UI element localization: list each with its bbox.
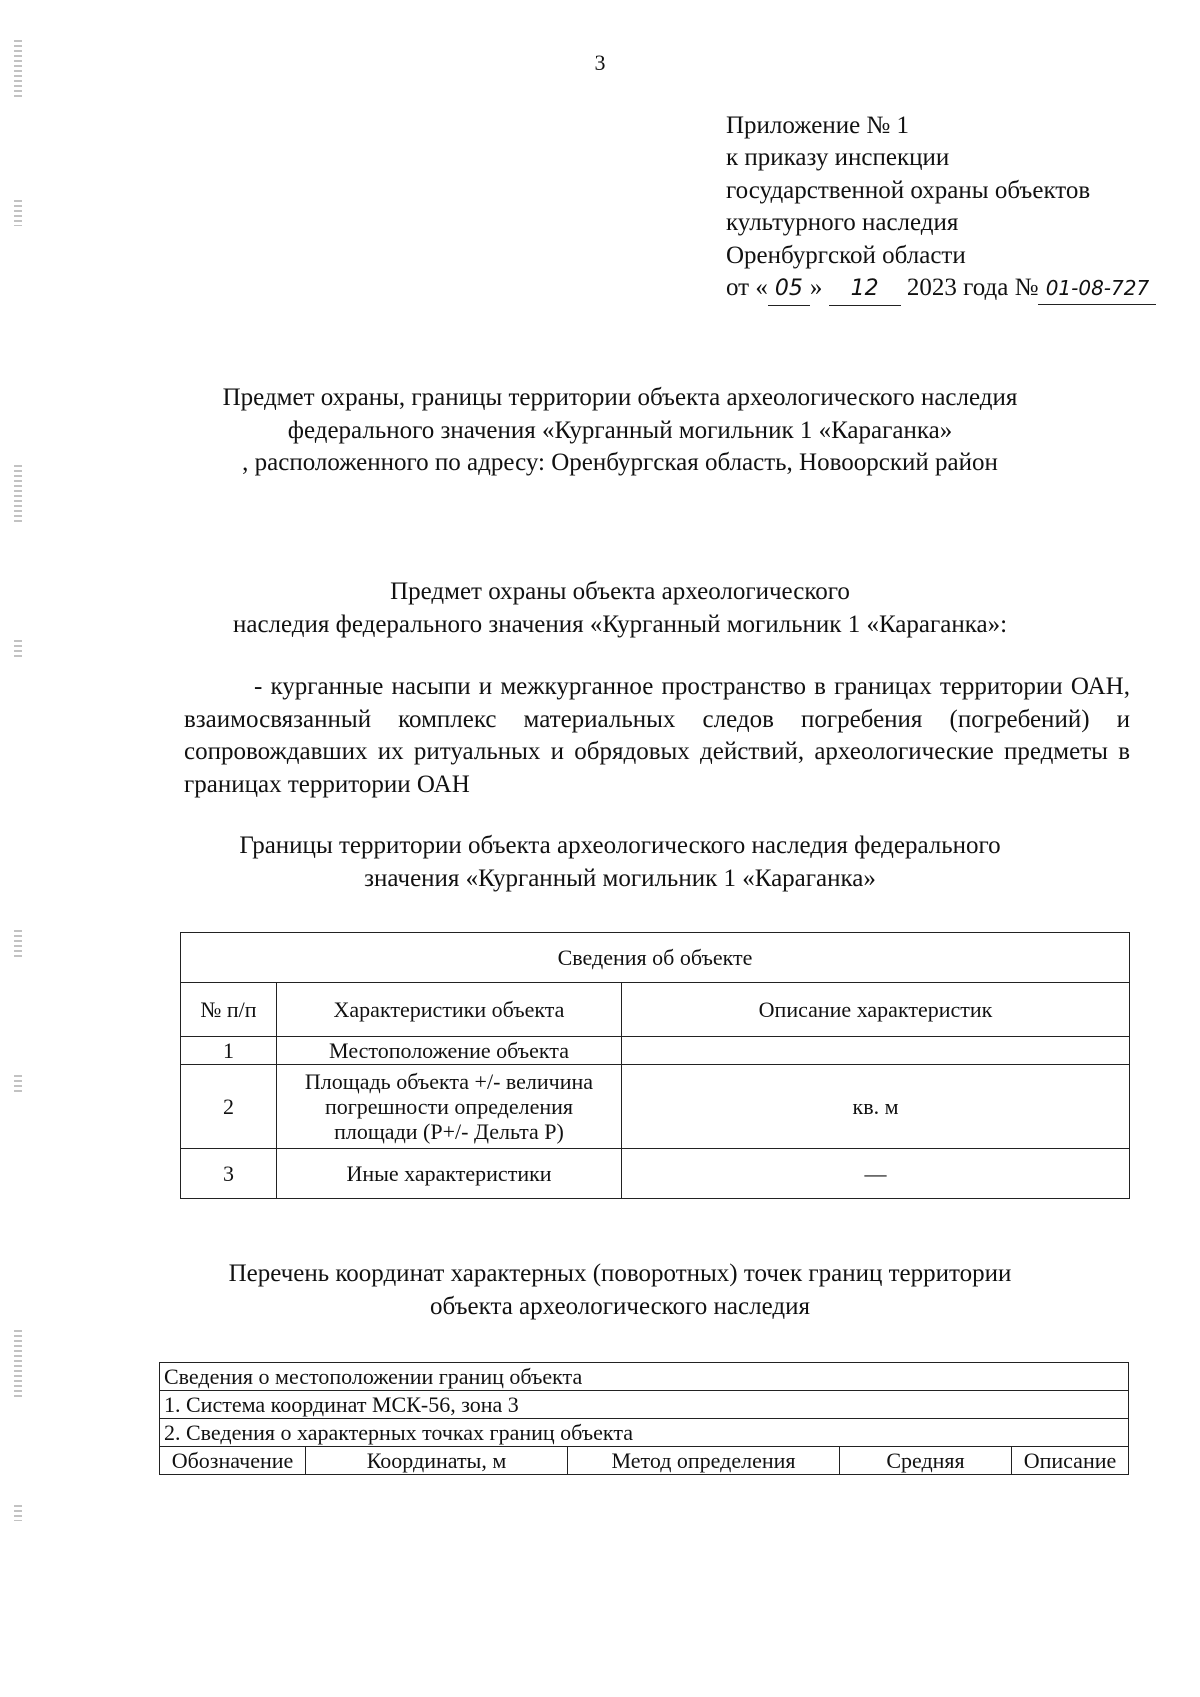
appendix-block bbox=[726, 110, 1156, 306]
column-header: Характеристики объекта bbox=[277, 983, 622, 1037]
title-line: , расположенного по адресу: Оренбургская область, Новоорский район bbox=[242, 449, 998, 476]
row-description: — bbox=[622, 1149, 1130, 1199]
row-number: 3 bbox=[181, 1149, 277, 1199]
title-line: федерального значения «Курганный могильник 1 «Караганка» bbox=[287, 416, 953, 444]
subject-paragraph bbox=[184, 671, 1130, 801]
scan-artifact bbox=[14, 930, 22, 960]
heading-line: Предмет охраны объекта археологического bbox=[390, 578, 850, 605]
column-header: Метод определения bbox=[568, 1447, 840, 1475]
scan-artifact bbox=[14, 640, 22, 660]
heading-line: объекта археологического наследия bbox=[430, 1292, 810, 1320]
heading-line: наследия федерального значения «Курганный могильник 1 «Караганка»: bbox=[232, 610, 1008, 638]
page-number: 3 bbox=[594, 50, 606, 75]
column-header: Описание характеристик bbox=[622, 983, 1130, 1037]
handwritten-month: 12 bbox=[829, 273, 901, 306]
scan-artifact bbox=[14, 1505, 22, 1521]
table-row bbox=[181, 1149, 1130, 1199]
column-header: Описание bbox=[1012, 1447, 1129, 1475]
row-characteristic: Местоположение объекта bbox=[277, 1037, 622, 1065]
row-number: 1 bbox=[181, 1037, 277, 1065]
appendix-date-line bbox=[726, 272, 1156, 306]
title-line: Предмет охраны, границы территории объекта археологического наследия bbox=[222, 384, 1018, 411]
appendix-line: государственной охраны объектов bbox=[726, 176, 1091, 204]
date-mid: » bbox=[809, 274, 823, 302]
heading-line: значения «Курганный могильник 1 «Караганка» bbox=[364, 864, 876, 892]
row-characteristic: Иные характеристики bbox=[277, 1149, 622, 1199]
table-row-points-info: 2. Сведения о характерных точках границ объекта bbox=[160, 1419, 1129, 1447]
subject-heading bbox=[150, 576, 1090, 641]
column-header: Средняя bbox=[840, 1447, 1012, 1475]
scan-artifact bbox=[14, 200, 22, 226]
handwritten-order-number: 01-08-727 bbox=[1038, 272, 1156, 305]
object-info-table bbox=[180, 932, 1130, 1199]
scan-artifact bbox=[14, 1330, 22, 1400]
table-row bbox=[181, 1037, 1130, 1065]
borders-heading bbox=[150, 830, 1090, 895]
heading-line: Перечень координат характерных (поворотных) точек границ территории bbox=[228, 1260, 1012, 1287]
column-header: Координаты, м bbox=[306, 1447, 568, 1475]
column-header: Обозначение bbox=[160, 1447, 306, 1475]
table-row-title: Сведения о местоположении границ объекта bbox=[160, 1363, 1129, 1391]
row-description bbox=[622, 1037, 1130, 1065]
document-title bbox=[150, 382, 1090, 480]
appendix-line: к приказу инспекции bbox=[726, 144, 950, 172]
date-prefix: от « bbox=[726, 274, 768, 302]
table-caption: Сведения об объекте bbox=[181, 933, 1130, 983]
table-row bbox=[181, 1065, 1130, 1149]
coordinates-table bbox=[159, 1362, 1129, 1475]
row-description: кв. м bbox=[622, 1065, 1130, 1149]
appendix-line: Оренбургской области bbox=[726, 241, 966, 269]
row-number: 2 bbox=[181, 1065, 277, 1149]
subject-text: - курганные насыпи и межкурганное пространство в границах территории ОАН, взаимосвязанный комплекс материальных следов погребения (погребений) и сопровождавших их ритуальных и обрядовых действий, археологические предметы в границах территории ОАН bbox=[184, 673, 1130, 798]
scan-artifact bbox=[14, 1075, 22, 1093]
appendix-line: культурного наследия bbox=[726, 209, 959, 237]
date-year: 2023 года № bbox=[906, 274, 1039, 302]
table-row-coordinate-system: 1. Система координат МСК-56, зона 3 bbox=[160, 1391, 1129, 1419]
appendix-line: Приложение № 1 bbox=[726, 112, 910, 139]
column-header: № п/п bbox=[181, 983, 277, 1037]
heading-line: Границы территории объекта археологического наследия федерального bbox=[239, 832, 1001, 859]
scan-artifact bbox=[14, 465, 22, 525]
handwritten-day: 05 bbox=[768, 273, 810, 306]
coords-heading bbox=[150, 1258, 1090, 1323]
row-characteristic: Площадь объекта +/- величина погрешности определения площади (P+/- Дельта P) bbox=[277, 1065, 622, 1149]
